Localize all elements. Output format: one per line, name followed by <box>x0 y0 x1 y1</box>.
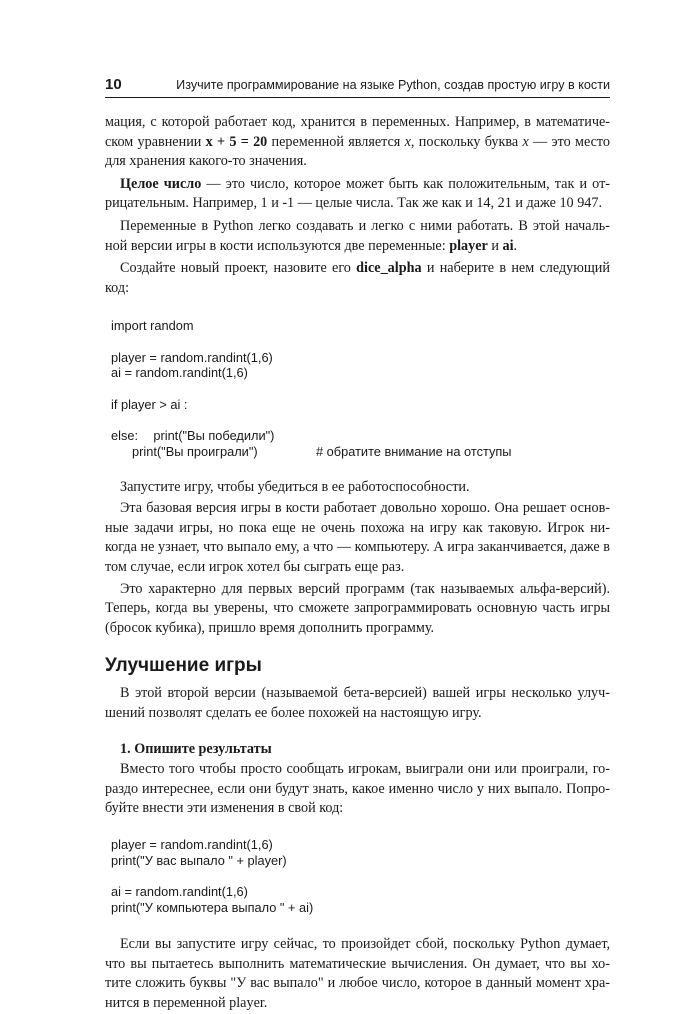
paragraph <box>105 259 610 298</box>
variable: x <box>522 133 529 150</box>
project-name: dice_alpha <box>356 260 422 277</box>
code-line: player = random.randint(1,6) <box>111 836 273 852</box>
text: и <box>487 237 503 254</box>
paragraph: Вместо того чтобы просто сообщать игрокам, выиграли они или проиграли, го-раздо интереснее, если они будут знать, какое именно число у них выпало. Попро-буйте внести эти изменения в свой код: <box>105 761 610 817</box>
text: , поскольку буква <box>410 133 523 150</box>
equation-part: = <box>236 133 254 150</box>
code-block <box>111 837 610 915</box>
code-line: if player > ai : <box>111 396 188 412</box>
variable-name: player <box>449 237 488 254</box>
variable: x <box>404 133 411 150</box>
text: Создайте новый проект, назовите его <box>120 260 357 277</box>
paragraph: Запустите игру, чтобы убедиться в ее работоспособности. <box>120 478 470 495</box>
code-line: print("У компьютера выпало " + ai) <box>111 899 314 915</box>
code-line: import random <box>111 318 194 334</box>
paragraph <box>105 113 610 172</box>
text: Переменные в Python легко создавать и легко с ними работать. В этой началь-ной версии игры в кости используются две переменные: <box>105 217 610 254</box>
subsection-title: 1. Опишите результаты <box>120 741 272 758</box>
paragraph: Это характерно для первых версий программ (так называемых альфа-версий). Теперь, когда вы уверены, что сможете запрограммировать основную часть игры (бросок кубика), пришло время дополнить программу. <box>105 580 610 636</box>
code-comment: # обратите внимание на отступы <box>316 443 512 459</box>
text: — это место для хранения какого-то значения. <box>105 133 610 170</box>
paragraph <box>105 217 610 256</box>
code-line: ai = random.randint(1,6) <box>111 883 248 899</box>
code-line: print("У вас выпало " + player) <box>111 852 287 868</box>
term: Целое число <box>120 175 202 192</box>
paragraph: Эта базовая версия игры в кости работает довольно хорошо. Она решает основ-ные задачи игры, но пока еще не очень похожа на игру как таковую. Игрок ни-когда не узнает, что выпало ему, а что — компьютеру. А игра заканчивается, даже в том случае, если игрок хотел бы сыграть еще раз. <box>105 500 610 575</box>
code-line: else: <box>111 428 139 444</box>
paragraph: Если вы запустите игру сейчас, то произойдет сбой, поскольку Python думает, что вы пытаетесь выполнить математические вычисления. Он думает, что вы хо-тите сложить буквы "У вас выпало" и любое число, которое в данный момент хра-нится в переменной player. <box>105 936 610 1012</box>
equation-part: 20 <box>253 133 268 150</box>
paragraph: В этой второй версии (называемой бета-версией) вашей игры несколько улуч-шений позволят сделать ее более похожей на настоящую игру. <box>105 685 610 721</box>
running-title: Изучите программирование на языке Python, создав простую игру в кости <box>176 78 610 92</box>
variable-name: ai <box>502 237 514 254</box>
book-page <box>105 76 610 1014</box>
equation-part: 5 <box>229 133 237 150</box>
text: мация, с которой работает код, хранится в переменных. Например, в математиче-ском уравнении <box>105 114 610 150</box>
code-block <box>111 318 610 459</box>
text: . <box>513 237 518 254</box>
section-title: Улучшение игры <box>105 655 262 677</box>
code-line: print("Вы проиграли") <box>132 443 258 459</box>
text: — это число, которое может быть как положительным, так и от-рицательным. Например, 1 и -1 — целые числа. Так же как и 14, 21 и даже 10 947. <box>105 175 610 212</box>
code-line: ai = random.randint(1,6) <box>111 365 248 381</box>
code-line: player = random.randint(1,6) <box>111 349 273 365</box>
page-number: 10 <box>105 76 122 93</box>
page-header <box>105 76 610 98</box>
text: и наберите в нем следующий код: <box>105 260 610 296</box>
equation-part: x <box>205 133 213 150</box>
text: переменной является <box>267 133 405 150</box>
paragraph <box>105 175 610 214</box>
equation-part: + <box>212 133 230 150</box>
code-statement: print("Вы победили") <box>153 428 275 444</box>
